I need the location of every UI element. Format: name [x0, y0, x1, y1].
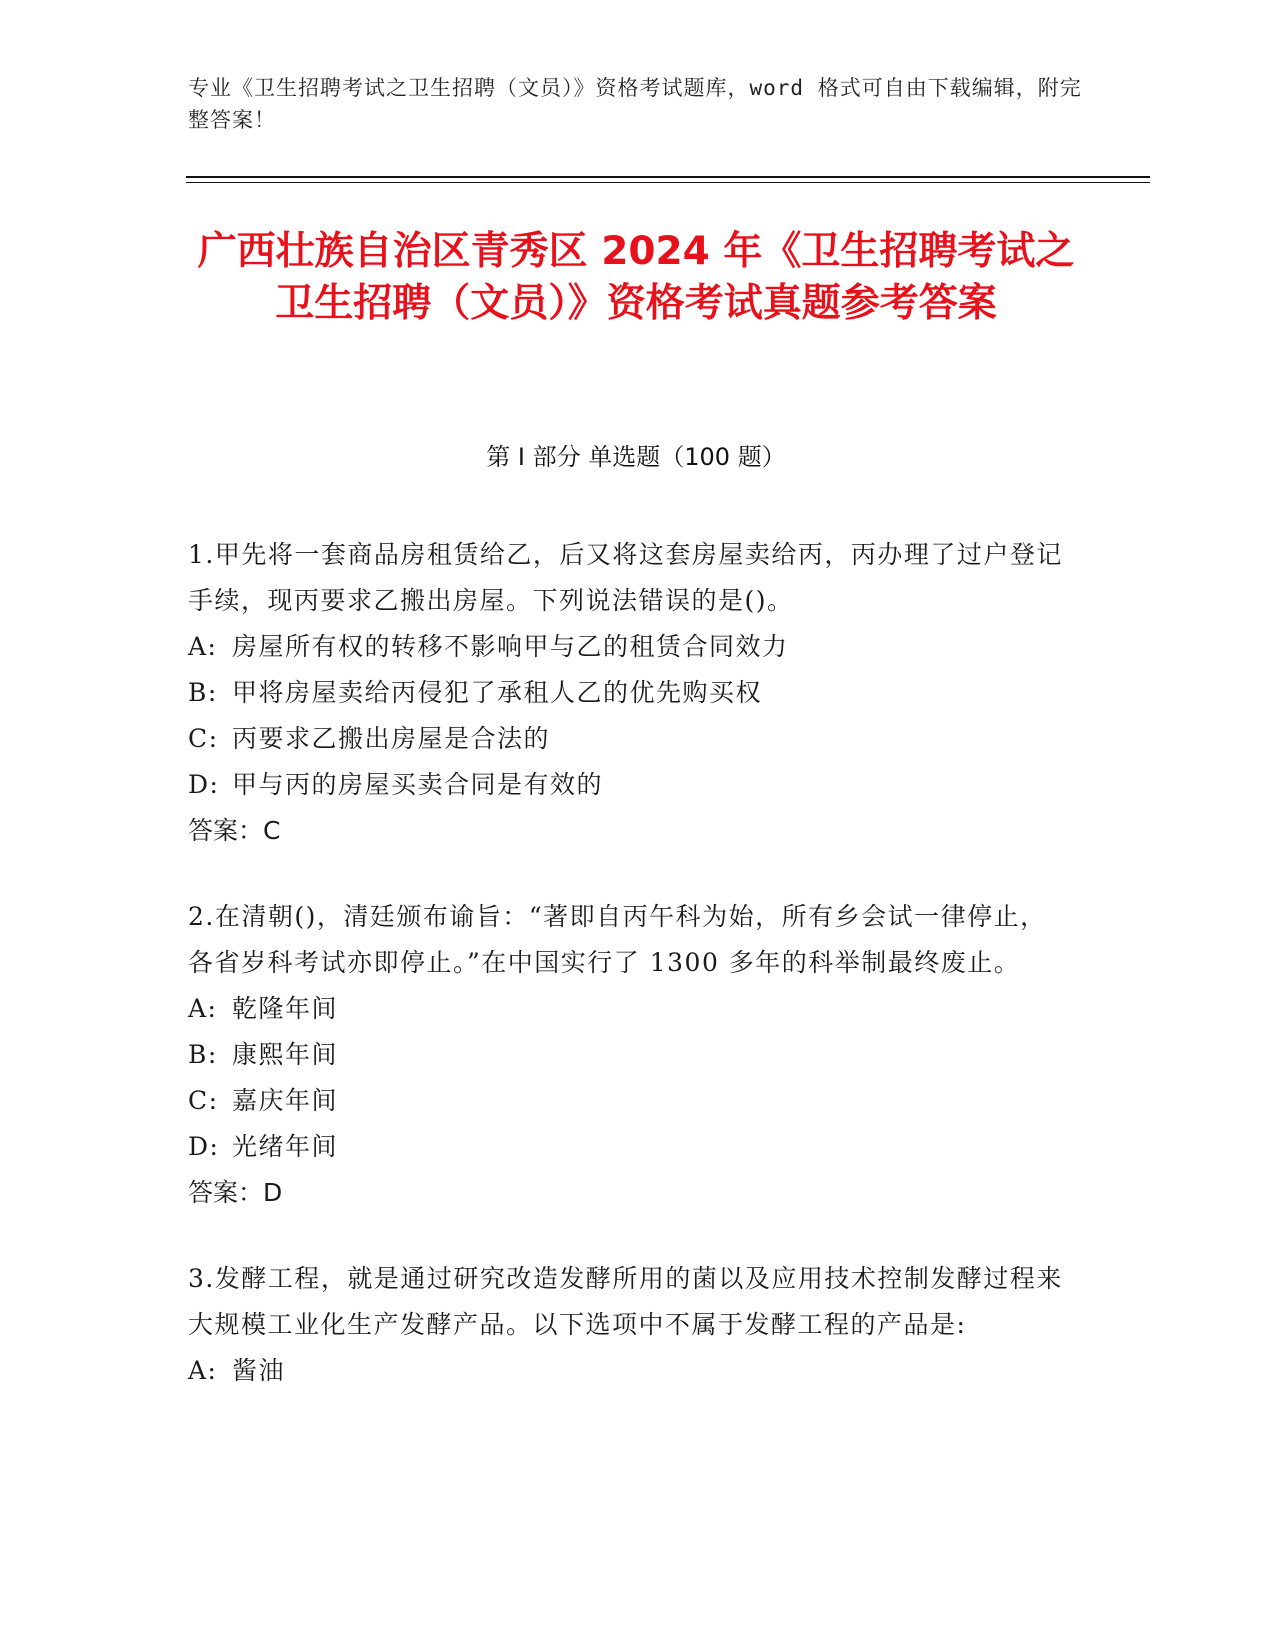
option-b	[188, 1032, 1068, 1078]
option-key: B:	[188, 678, 218, 707]
option-a	[188, 1348, 1068, 1394]
question-stem: 2.在清朝()，清廷颁布谕旨：“著即自丙午科为始，所有乡会试一律停止，各省岁科考试亦即停止。”在中国实行了 1300 多年的科举制最终废止。	[188, 902, 1047, 977]
option-c	[188, 1078, 1068, 1124]
question-item	[188, 1256, 1068, 1394]
option-key: A:	[188, 994, 218, 1023]
option-text: 甲与丙的房屋买卖合同是有效的	[232, 770, 604, 799]
header-divider-thick	[186, 176, 1150, 178]
question-list	[188, 532, 1068, 1434]
question-item	[188, 894, 1068, 1216]
option-d	[188, 1124, 1068, 1170]
option-b	[188, 670, 1068, 716]
option-key: A:	[188, 1356, 218, 1385]
option-key: D:	[188, 1132, 220, 1161]
option-a	[188, 986, 1068, 1032]
option-a	[188, 624, 1068, 670]
option-text: 酱油	[232, 1356, 286, 1385]
option-c	[188, 716, 1068, 762]
option-text: 嘉庆年间	[232, 1086, 339, 1115]
answer-line: 答案：C	[188, 816, 281, 845]
document-title: 广西壮族自治区青秀区 2024 年《卫生招聘考试之卫生招聘（文员）》资格考试真题参考答案	[197, 229, 1075, 326]
question-item	[188, 532, 1068, 854]
option-d	[188, 762, 1068, 808]
option-text: 丙要求乙搬出房屋是合法的	[232, 724, 551, 753]
section-title: 第 I 部分 单选题（100 题）	[486, 443, 786, 471]
option-key: B:	[188, 1040, 218, 1069]
option-key: C:	[188, 724, 219, 753]
option-text: 乾隆年间	[232, 994, 339, 1023]
option-key: A:	[188, 632, 218, 661]
option-key: D:	[188, 770, 220, 799]
option-text: 房屋所有权的转移不影响甲与乙的租赁合同效力	[232, 632, 789, 661]
option-text: 康熙年间	[232, 1040, 339, 1069]
question-stem: 3.发酵工程，就是通过研究改造发酵所用的菌以及应用技术控制发酵过程来大规模工业化生产发酵产品。以下选项中不属于发酵工程的产品是:	[188, 1264, 1063, 1339]
question-stem: 1.甲先将一套商品房租赁给乙，后又将这套房屋卖给丙，丙办理了过户登记手续，现丙要求乙搬出房屋。下列说法错误的是()。	[188, 540, 1063, 615]
header-note: 专业《卫生招聘考试之卫生招聘（文员）》资格考试题库，word 格式可自由下载编辑，附完整答案！	[188, 76, 1082, 132]
answer-line: 答案：D	[188, 1178, 283, 1207]
header-divider-thin	[186, 182, 1150, 183]
option-text: 光绪年间	[232, 1132, 339, 1161]
option-key: C:	[188, 1086, 219, 1115]
option-text: 甲将房屋卖给丙侵犯了承租人乙的优先购买权	[232, 678, 763, 707]
